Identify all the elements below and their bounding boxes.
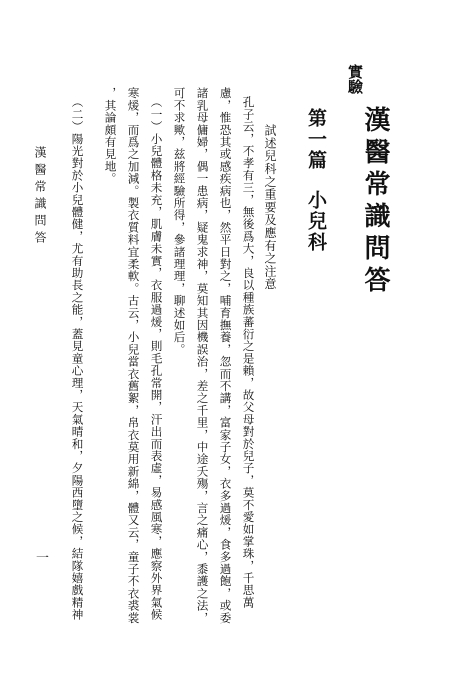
- text-column: ，其論頗有見地。: [103, 87, 118, 185]
- book-subtitle: 實驗: [346, 64, 364, 94]
- book-title: 漢醫常識問答: [360, 106, 390, 298]
- text-column: （一）小兒體格未充，肌膚未實，衣服過煖，則毛孔常開，汗出而表虛，易感風寒，應察外界氣候: [149, 96, 164, 621]
- running-footer-title: 漢醫常識問答: [33, 146, 47, 248]
- text-column: （二）陽光對於小兒體健，尤有助長之能，蓋見童心理，天氣晴和，夕陽西墮之候，結隊嬉戲精神: [70, 96, 85, 621]
- chapter-label: 第一篇: [305, 108, 327, 171]
- page-number: 一: [36, 551, 50, 566]
- text-column: 可不求歟，兹將經驗所得，參諸理理，聊述如后。: [172, 87, 187, 356]
- text-column: 寒煖，而爲之加減。製衣質料宜柔軟。古云，小兒當衣舊絮，帛衣莫用新綿，體又云，童子不衣裘裳: [126, 87, 141, 624]
- section-heading: 試述兒科之重要及應有之注意: [263, 124, 277, 291]
- chapter-name: 小兒科: [305, 190, 327, 253]
- text-column: 諸乳母傭婦，偶一患病，疑鬼求神，莫知其因機誤治，差之千里，中途夭殤，言之痛心，黍護之法，: [195, 87, 210, 624]
- text-column: 慮，惟恐其或感疾病也，然平日對之，哺育撫養，忽而不講，富家子女，衣多過煖，食多過飽，或委: [218, 87, 233, 624]
- text-column: 孔子云，不孝有三，無後爲大，良以種族蕃衍之是賴，故父母對於兒子，莫不愛如掌珠，千思萬: [241, 96, 256, 609]
